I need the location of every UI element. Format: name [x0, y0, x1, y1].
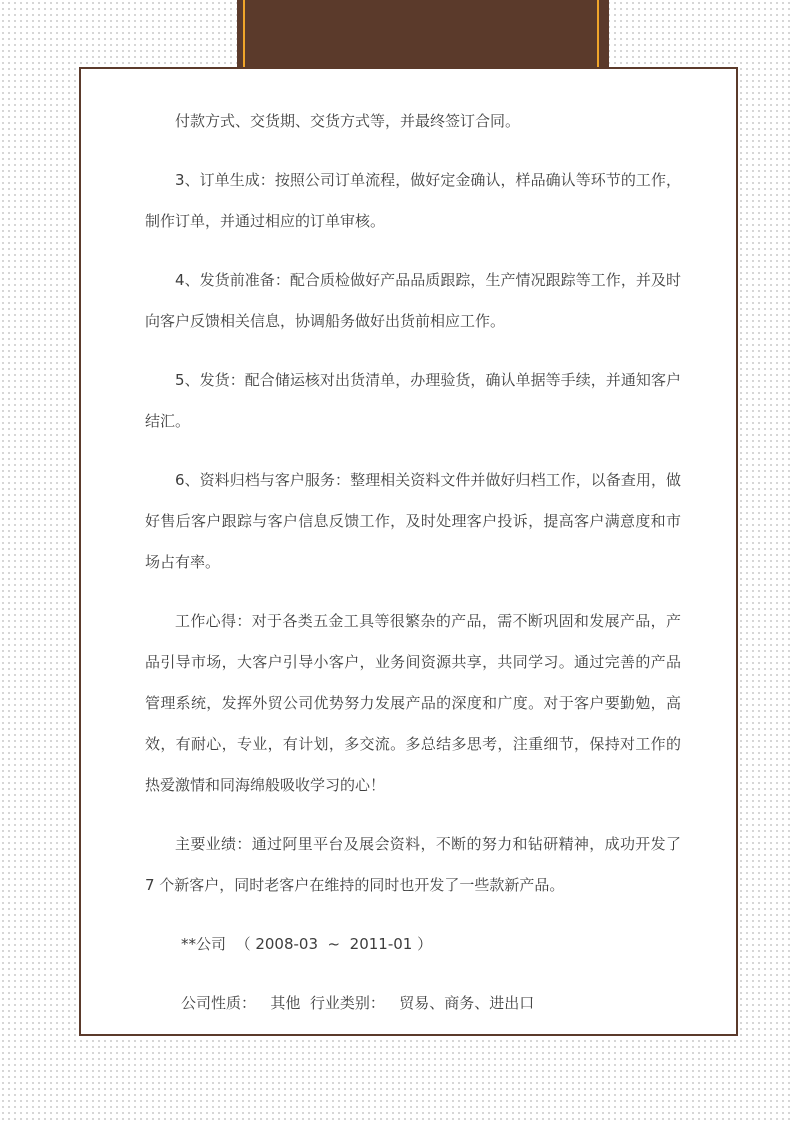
paragraph-contract: 付款方式、交货期、交货方式等，并最终签订合同。 [175, 112, 521, 130]
paragraph-achievements: 主要业绩：通过阿里平台及展会资料，不断的努力和钻研精神，成功开发了 7 个新客户，同时老客户在维持的同时也开发了一些款新产品。 [145, 835, 681, 894]
company-nature-label: 公司性质： [181, 994, 257, 1012]
resume-content [145, 101, 681, 1024]
paragraph-pre-shipment: 4、发货前准备：配合质检做好产品品质跟踪，生产情况跟踪等工作，并及时向客户反馈相关信息，协调船务做好出货前相应工作。 [145, 271, 681, 330]
industry-value: 贸易、商务、进出口 [399, 994, 535, 1012]
header-tab-accent-right [597, 0, 599, 68]
company-info-line [145, 983, 681, 1024]
industry-label: 行业类别： [309, 994, 385, 1012]
paragraph-archive-service: 6、资料归档与客户服务：整理相关资料文件并做好归档工作，以备查用，做好售后客户跟踪与客户信息反馈工作，及时处理客户投诉，提高客户满意度和市场占有率。 [145, 471, 681, 571]
company-nature-value: 其他 [270, 994, 301, 1012]
header-tab [237, 0, 609, 68]
resume-card [79, 67, 738, 1036]
paragraph-order-generation: 3、订单生成：按照公司订单流程，做好定金确认，样品确认等环节的工作，制作订单，并通过相应的订单审核。 [145, 171, 681, 230]
company-name: **公司 [181, 935, 227, 953]
company-line [145, 924, 681, 965]
company-period: （ 2008-03 ~ 2011-01 ） [235, 935, 433, 953]
paragraph-work-experience: 工作心得：对于各类五金工具等很繁杂的产品，需不断巩固和发展产品，产品引导市场，大客户引导小客户，业务间资源共享，共同学习。通过完善的产品管理系统，发挥外贸公司优势努力发展产品的深度和广度。对于客户要勤勉，高效，有耐心，专业，有计划，多交流。多总结多思考，注重细节，保持对工作的热爱激情和同海绵般吸收学习的心！ [145, 612, 681, 794]
paragraph-shipment: 5、发货：配合储运核对出货清单，办理验货，确认单据等手续，并通知客户结汇。 [145, 371, 681, 430]
header-tab-accent-left [243, 0, 245, 68]
